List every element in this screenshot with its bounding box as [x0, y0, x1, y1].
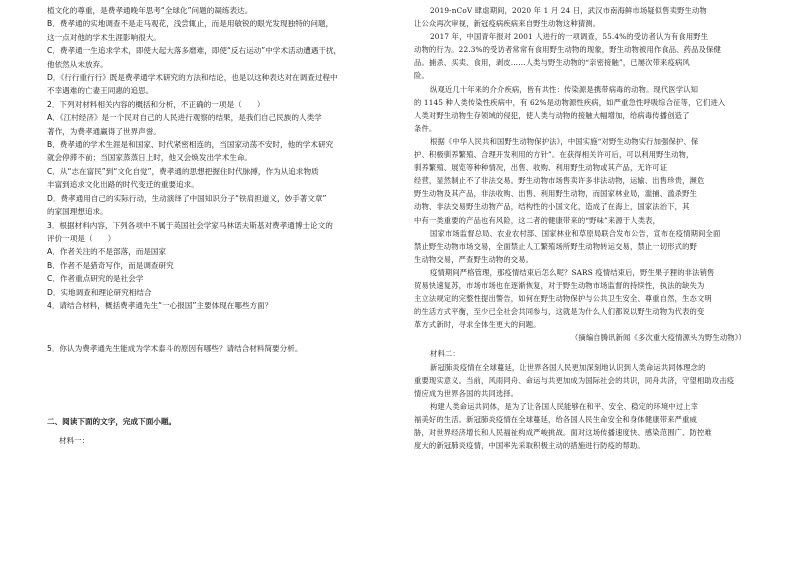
text-line: 禁止野生动物市场交易，全面禁止人工繁殖场所野生动物转运交易，禁止一切形式的野 — [414, 241, 697, 251]
text-line: 革方式新时，寻求全体生更大的问题。 — [414, 320, 541, 330]
paragraph — [414, 266, 750, 331]
option-a: A．作者关注的不是部落，而是国家 — [47, 247, 167, 257]
text-line: 险。 — [414, 71, 429, 81]
text-line: 他依然从未放弃。 — [47, 59, 108, 69]
text-line: 重要现实意义。当前，风雨同舟、命运与共更加成为国际社会的共识，同舟共济，守望相助攻击疫 — [414, 375, 735, 385]
text-line: 的 1145 种人类传染性疾病中，有 62%是动物源性疾病，如严重急性呼吸综合征等，它们进入 — [414, 97, 726, 107]
text-line: 这一点对他的学术生涯影响很大。 — [47, 32, 161, 42]
section-title: 二、阅读下面的文字，完成下面小题。 — [47, 416, 177, 426]
option-b: B．费孝通的实地调查不是走马观花，浅尝辄止，而是用敏锐的眼光发现独特的问题， — [47, 19, 334, 29]
text-line: 就会停滞不前；当国家蒸蒸日上时，他又会焕发出学术生命。 — [47, 153, 253, 163]
option-b: B．作者不是猎奇写作，而是调查研究 — [47, 260, 174, 270]
text-line: 纵观近几十年来的介介疾病，皆有共性：传染源是携带病毒的动物。现代医学认知 — [430, 84, 699, 94]
text-line: 度大的新冠肺炎疫情，中国率先采取积极主动的措施进行防疫的帮助。 — [414, 441, 645, 451]
paragraph — [414, 135, 750, 227]
paragraph — [414, 83, 750, 135]
left-column — [47, 4, 380, 448]
text-line: 根据《中华人民共和国野生动物保护法》，中国实施“对野生动物实行加强保护、保 — [430, 136, 699, 146]
text-line: 的生活方式平衡，至少已全社会共同参与，这就是为什么人们都说以野生动物为代表的变 — [414, 307, 705, 317]
text-line: 国家市场监督总局、农业农村部、国家林业和草原局联合发布公告，宣布在疫情期间全面 — [430, 228, 721, 238]
text-line: 胁，对世界经济增长和人民福祉构成严峻挑战。面对这场传播速度快、感染范围广、防控难 — [414, 428, 712, 437]
text-line: 福美好的生活。新冠肺炎疫情在全球蔓延，给各国人民生命安全和身体健康带来严重威 — [414, 414, 697, 424]
option-d: D．费孝通用自己的实际行动，生动演绎了中国知识分子“铁肩担道义，妙手著文章” — [47, 193, 327, 203]
text-line: 人类对野生动物生存领域的侵犯，使人类与动物的接触大幅增加，给病毒传播创造了 — [414, 110, 690, 120]
text-line: 主立法规定的完整性提出警告，如何在野生动物保护与公共卫生安全、尊重自然，生态文明 — [414, 294, 712, 304]
material-2-label: 材料二： — [430, 349, 460, 359]
material-1-label: 材料一： — [59, 436, 90, 446]
question-4: 4．请结合材料，概括费孝通先生“一心报国”主要体现在哪些方面？ — [47, 300, 273, 310]
option-c: C．从“志在富民”到“文化自觉”，费孝通的思想把握住时代脉搏，作为从追求物质 — [47, 166, 319, 176]
paragraph — [414, 400, 750, 452]
option-c: C．作者重点研究的是社会学 — [47, 274, 144, 284]
option-b: B．费孝通的学术生涯是和国家、时代紧密相连的，当国家动荡不安时，他的学术研究 — [47, 140, 334, 150]
text-line: 生动物交易，严查野生动物的交易。 — [414, 254, 534, 264]
text-line: 野生动物及其产品，非法收购、出售、利用野生动物，而国家林业局，滥捕、滥杀野生 — [414, 189, 697, 199]
question-3: 3．根据材料内容，下列各项中不属于英国社会学家马林诺夫斯基对费孝通博士论文的 — [47, 220, 333, 230]
text-line: 动物、非法交易野生动物产品，结构性的小国文化，造成了在海上，国家法治下，其 — [414, 202, 690, 212]
text-line: 植文化的尊重，是费孝通晚年思考“全球化”问题的凝练表达。 — [47, 6, 253, 15]
text-line: 护、积极驯养繁殖、合理开发利用的方针”。在获得相关许可后，可以利用野生动物， — [414, 150, 694, 160]
text-line: 丰富到追求文化出路的时代变迁的重要追求。 — [47, 180, 199, 190]
source-citation: （摘编自腾讯新闻《多次重大疫情源头为野生动物》） — [570, 333, 746, 343]
paragraph — [414, 361, 750, 400]
text-line: 新冠肺炎疫情在全球蔓延，让世界各国人民更加深刻地认识到人类命运共同体理念的 — [430, 362, 706, 372]
text-line: 品。捕杀、买卖、食用，剥皮……人类与野生动物的“亲密接触”，已屡次带来疫病风 — [414, 58, 690, 68]
text-line: 情应成为世界各国的共同选择。 — [414, 388, 519, 398]
text-line: 经营，显然制止不了非法交易。野生动物市场售卖许多非法动物，运输、出售珍贵，濒危 — [414, 176, 705, 186]
text-line: 动物的行为。22.3%的受访者常常有食用野生动物的现象，野生动物被用作食品、药品及保健 — [414, 45, 721, 55]
option-d: D．《行行重行行》既是费孝通学术研究的方法和结论，也是以这种表达对在调查过程中 — [47, 73, 338, 83]
text-line: 中有一类重要的产品也有风险，这二者的健康带来的“野味”来源于人类表， — [414, 215, 661, 225]
text-line: 疫情期间严格管理，那疫情结束后怎么呢？SARS 疫情结束后，野生果子狸的非法销售 — [430, 267, 715, 277]
paragraph — [414, 227, 750, 266]
text-line: 让公众再次审视，新冠疫病疾病来自野生动物这种猜测。 — [414, 19, 601, 29]
question-2: 2．下列对材料相关内容的概括和分析，不正确的一项是（ ） — [47, 99, 265, 109]
paragraph — [414, 30, 750, 82]
text-line: 2017 年，中国青年报对 2001 人进行的一项调查，55.4%的受访者认为有食用野生 — [430, 32, 709, 42]
option-a: A．《江村经济》是一个民对自己的人民进行观察的结果，是我们自己民族的人类学 — [47, 113, 322, 123]
text-line: 条件。 — [414, 123, 437, 133]
text-line: 不幸遇难的亡妻王同惠的追思。 — [47, 86, 154, 96]
text-line: 评价一项是（ ） — [47, 233, 116, 243]
right-column — [414, 4, 750, 452]
option-d: D．实地调查和理论研究相结合 — [47, 287, 152, 297]
paragraph — [414, 4, 750, 30]
option-c: C．费孝通一生追求学术，即使大起大落多磨难，即使“反右运动”中学术活动遭遇干扰， — [47, 46, 342, 56]
text-line: 的家国理想追求。 — [47, 207, 108, 217]
text-line: 驯养繁殖、展览等种种情况，出售、收购、利用野生动物或其产品，无许可证 — [414, 163, 668, 173]
text-line: 贸易快速复苏，市场市场也在逐渐恢复，对于野生动物市场监督的持续性，执法的缺失为 — [414, 280, 705, 290]
question-5: 5．你认为费孝通先生能成为学术泰斗的原因有哪些？请结合材料简要分析。 — [47, 344, 303, 354]
text-line: 构建人类命运共同体，是为了让各国人民能够在和平、安全、稳定的环境中过上幸 — [430, 401, 699, 411]
text-line: 著作，为费孝通赢得了世界声誉。 — [47, 126, 161, 136]
text-line: 2019-nCoV 肆虐期间，2020 年 1 月 24 日，武汉市南海鲜市场疑似售卖野生动物 — [430, 6, 707, 15]
